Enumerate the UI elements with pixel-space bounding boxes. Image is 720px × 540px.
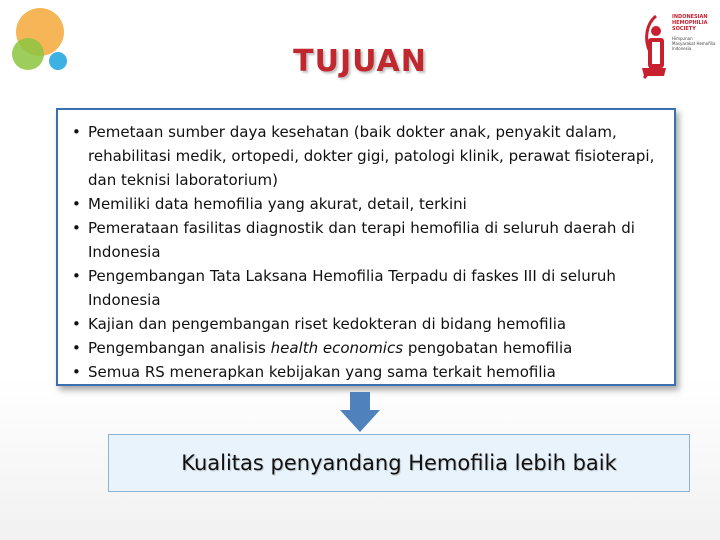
objective-text: Pemerataan fasilitas diagnostik dan terapi hemofilia di seluruh daerah di Indonesia	[88, 219, 635, 261]
result-box	[108, 434, 690, 492]
objective-text: Pengembangan analisis	[88, 339, 271, 357]
objective-item	[72, 120, 666, 192]
objective-text: pengobatan hemofilia	[403, 339, 573, 357]
objective-item	[72, 360, 666, 384]
objectives-box	[56, 108, 676, 386]
objective-item	[72, 216, 666, 264]
objective-item	[72, 312, 666, 336]
bullet-icon: •	[72, 195, 81, 213]
objective-item	[72, 264, 666, 312]
logo-text-line1: INDONESIAN HEMOPHILIA SOCIETY	[672, 14, 708, 32]
bullet-icon: •	[72, 315, 81, 333]
objective-text: Kajian dan pengembangan riset kedokteran di bidang hemofilia	[88, 315, 567, 333]
logo-person-head-icon	[651, 26, 661, 36]
objective-item	[72, 336, 666, 360]
objectives-list	[72, 120, 666, 384]
arrow-down-icon	[338, 392, 382, 432]
objective-text: Semua RS menerapkan kebijakan yang sama terkait hemofilia	[88, 363, 556, 381]
result-text: Kualitas penyandang Hemofilia lebih baik	[181, 451, 617, 475]
objective-item	[72, 192, 666, 216]
bullet-icon: •	[72, 123, 81, 141]
objective-text: Pengembangan Tata Laksana Hemofilia Terpadu di faskes III di seluruh Indonesia	[88, 267, 616, 309]
slide-title: TUJUAN	[293, 44, 427, 79]
logo-text-line2: Himpunan Masyarakat Hemofilia Indonesia	[672, 36, 716, 51]
bullet-icon: •	[72, 339, 81, 357]
objective-text: Pemetaan sumber daya kesehatan (baik dokter anak, penyakit dalam, rehabilitasi medik, ortopedi, dokter gigi, patologi klinik, perawat fisioterapi, dan teknisi laboratorium)	[88, 123, 655, 189]
objective-text: health economics	[270, 339, 404, 357]
objective-text: Memiliki data hemofilia yang akurat, detail, terkini	[88, 195, 467, 213]
bullet-icon: •	[72, 267, 81, 285]
bullet-icon: •	[72, 363, 81, 381]
bullet-icon: •	[72, 219, 81, 237]
